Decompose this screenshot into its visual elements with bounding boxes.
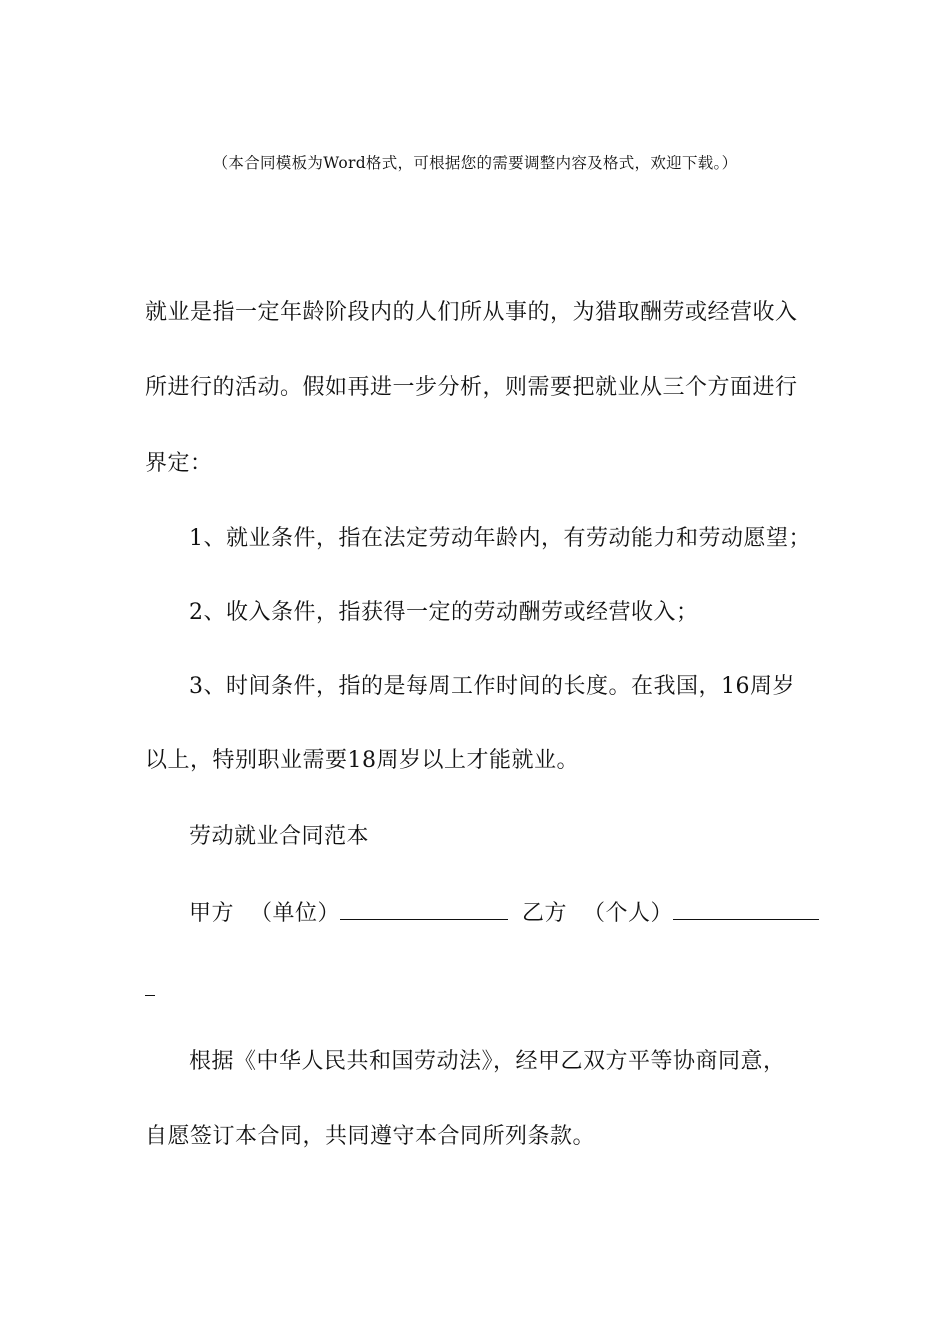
party-a-blank[interactable] bbox=[340, 897, 508, 920]
party-a-label: 甲方 bbox=[189, 901, 235, 926]
condition-continuation: 以上，特别职业需要18周岁以上才能就业。 bbox=[145, 748, 579, 773]
condition-item: 1、就业条件，指在法定劳动年龄内，有劳动能力和劳动愿望； bbox=[189, 526, 811, 551]
party-a-type: （单位） bbox=[250, 901, 341, 926]
template-note: （本合同模板为Word格式，可根据您的需要调整内容及格式，欢迎下载。） bbox=[212, 154, 738, 172]
party-b-label: 乙方 bbox=[522, 901, 568, 926]
paragraph-line: 界定： bbox=[145, 451, 213, 476]
contract-title: 劳动就业合同范本 bbox=[189, 824, 370, 849]
condition-item: 3、时间条件，指的是每周工作时间的长度。在我国，16周岁 bbox=[189, 674, 795, 699]
paragraph-line: 自愿签订本合同，共同遵守本合同所列条款。 bbox=[145, 1124, 596, 1149]
party-b-blank-continuation[interactable] bbox=[145, 973, 155, 1005]
paragraph-line: 所进行的活动。假如再进一步分析，则需要把就业从三个方面进行 bbox=[145, 375, 798, 400]
parties-line bbox=[189, 897, 819, 929]
paragraph-line: 根据《中华人民共和国劳动法》，经甲乙双方平等协商同意， bbox=[189, 1049, 786, 1074]
paragraph-line: 就业是指一定年龄阶段内的人们所从事的，为猎取酬劳或经营收入 bbox=[145, 300, 798, 325]
condition-item: 2、收入条件，指获得一定的劳动酬劳或经营收入； bbox=[189, 600, 699, 625]
party-b-type: （个人） bbox=[583, 901, 674, 926]
party-b-blank[interactable] bbox=[673, 897, 819, 920]
